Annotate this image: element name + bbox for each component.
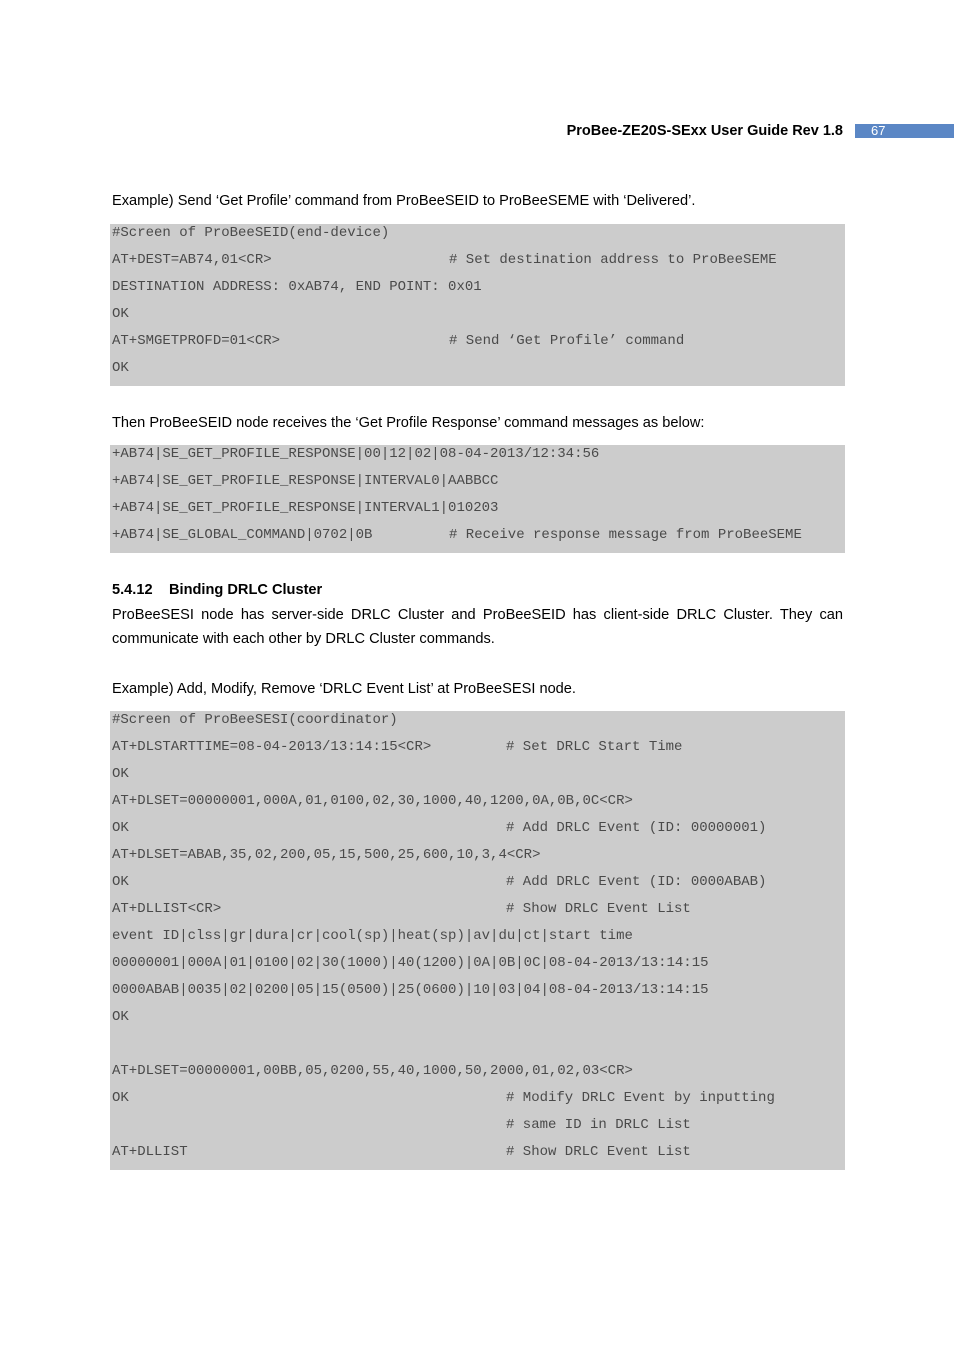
code-line [110, 526, 845, 553]
code-line [110, 927, 845, 954]
section-number: 5.4.12 [112, 582, 153, 598]
code-block-drlc [110, 711, 845, 1170]
code-line [110, 792, 845, 819]
code-text: +AB74|SE_GLOBAL_COMMAND|0702|0B [112, 527, 373, 543]
code-text: OK [112, 1090, 129, 1106]
code-text: OK [112, 306, 129, 322]
code-line [110, 900, 845, 927]
code-line [110, 359, 845, 386]
code-comment: # Set DRLC Start Time [506, 739, 683, 755]
code-text: #Screen of ProBeeSEID(end-device) [112, 225, 390, 241]
code-text: AT+DLLIST<CR> [112, 901, 222, 917]
code-line [110, 499, 845, 526]
code-line [110, 1062, 845, 1089]
example-drlc-intro: Example) Add, Modify, Remove ‘DRLC Event List’ at ProBeeSESI node. [112, 681, 576, 697]
code-line [110, 332, 845, 359]
code-comment: # Set destination address to ProBeeSEME [449, 252, 777, 268]
code-text: AT+DLSET=00000001,00BB,05,0200,55,40,1000,50,2000,01,02,03<CR> [112, 1063, 633, 1079]
code-line [110, 445, 845, 472]
code-text: OK [112, 1009, 129, 1025]
code-line [110, 472, 845, 499]
code-comment: # Send ‘Get Profile’ command [449, 333, 685, 349]
code-text: +AB74|SE_GET_PROFILE_RESPONSE|INTERVAL1|010203 [112, 500, 499, 516]
code-text: DESTINATION ADDRESS: 0xAB74, END POINT: 0x01 [112, 279, 482, 295]
get-profile-response-intro: Then ProBeeSEID node receives the ‘Get Profile Response’ command messages as below: [112, 415, 705, 431]
code-comment: # same ID in DRLC List [506, 1117, 691, 1133]
code-text: AT+DLLIST [112, 1144, 188, 1160]
code-text: AT+SMGETPROFD=01<CR> [112, 333, 281, 349]
code-line [110, 846, 845, 873]
code-line [110, 1008, 845, 1035]
code-line [110, 1035, 845, 1062]
code-line [110, 278, 845, 305]
code-line [110, 819, 845, 846]
code-text: OK [112, 766, 129, 782]
code-line [110, 1143, 845, 1170]
code-line [110, 711, 845, 738]
code-text: AT+DLSET=00000001,000A,01,0100,02,30,1000,40,1200,0A,0B,0C<CR> [112, 793, 633, 809]
code-text: 00000001|000A|01|0100|02|30(1000)|40(1200)|0A|0B|0C|08-04-2013/13:14:15 [112, 955, 709, 971]
code-line [110, 765, 845, 792]
code-comment: # Show DRLC Event List [506, 1144, 691, 1160]
code-text: +AB74|SE_GET_PROFILE_RESPONSE|INTERVAL0|AABBCC [112, 473, 499, 489]
section-heading [112, 582, 322, 598]
code-text: event ID|clss|gr|dura|cr|cool(sp)|heat(sp)|av|du|ct|start time [112, 928, 633, 944]
code-text: OK [112, 874, 129, 890]
code-line [110, 1116, 845, 1143]
code-line [110, 738, 845, 765]
code-comment: # Show DRLC Event List [506, 901, 691, 917]
section-title: Binding DRLC Cluster [169, 582, 323, 598]
code-line [110, 305, 845, 332]
code-line [110, 954, 845, 981]
example-get-profile-intro: Example) Send ‘Get Profile’ command from ProBeeSEID to ProBeeSEME with ‘Delivered’. [112, 193, 696, 209]
code-text: AT+DEST=AB74,01<CR> [112, 252, 272, 268]
code-line [110, 873, 845, 900]
code-comment: # Modify DRLC Event by inputting [506, 1090, 775, 1106]
code-text: OK [112, 820, 129, 836]
code-comment: # Add DRLC Event (ID: 00000001) [506, 820, 767, 836]
code-line [110, 981, 845, 1008]
code-text: OK [112, 360, 129, 376]
code-block-get-profile [110, 224, 845, 386]
document-title: ProBee-ZE20S-SExx User Guide Rev 1.8 [566, 123, 843, 139]
code-text: AT+DLSTARTTIME=08-04-2013/13:14:15<CR> [112, 739, 432, 755]
code-line [110, 1089, 845, 1116]
code-text: +AB74|SE_GET_PROFILE_RESPONSE|00|12|02|08-04-2013/12:34:56 [112, 446, 600, 462]
code-comment: # Receive response message from ProBeeSEME [449, 527, 802, 543]
code-comment: # Add DRLC Event (ID: 0000ABAB) [506, 874, 767, 890]
drlc-description: ProBeeSESI node has server-side DRLC Cluster and ProBeeSEID has client-side DRLC Cluster. They can communicate with each other by DRLC Cluster commands. [112, 607, 843, 647]
code-text: 0000ABAB|0035|02|0200|05|15(0500)|25(0600)|10|03|04|08-04-2013/13:14:15 [112, 982, 709, 998]
code-line [110, 224, 845, 251]
page-header [0, 121, 954, 141]
code-line [110, 251, 845, 278]
code-text: AT+DLSET=ABAB,35,02,200,05,15,500,25,600,10,3,4<CR> [112, 847, 541, 863]
code-block-profile-response [110, 445, 845, 553]
code-text: #Screen of ProBeeSESI(coordinator) [112, 712, 398, 728]
page-number: 67 [855, 124, 954, 138]
